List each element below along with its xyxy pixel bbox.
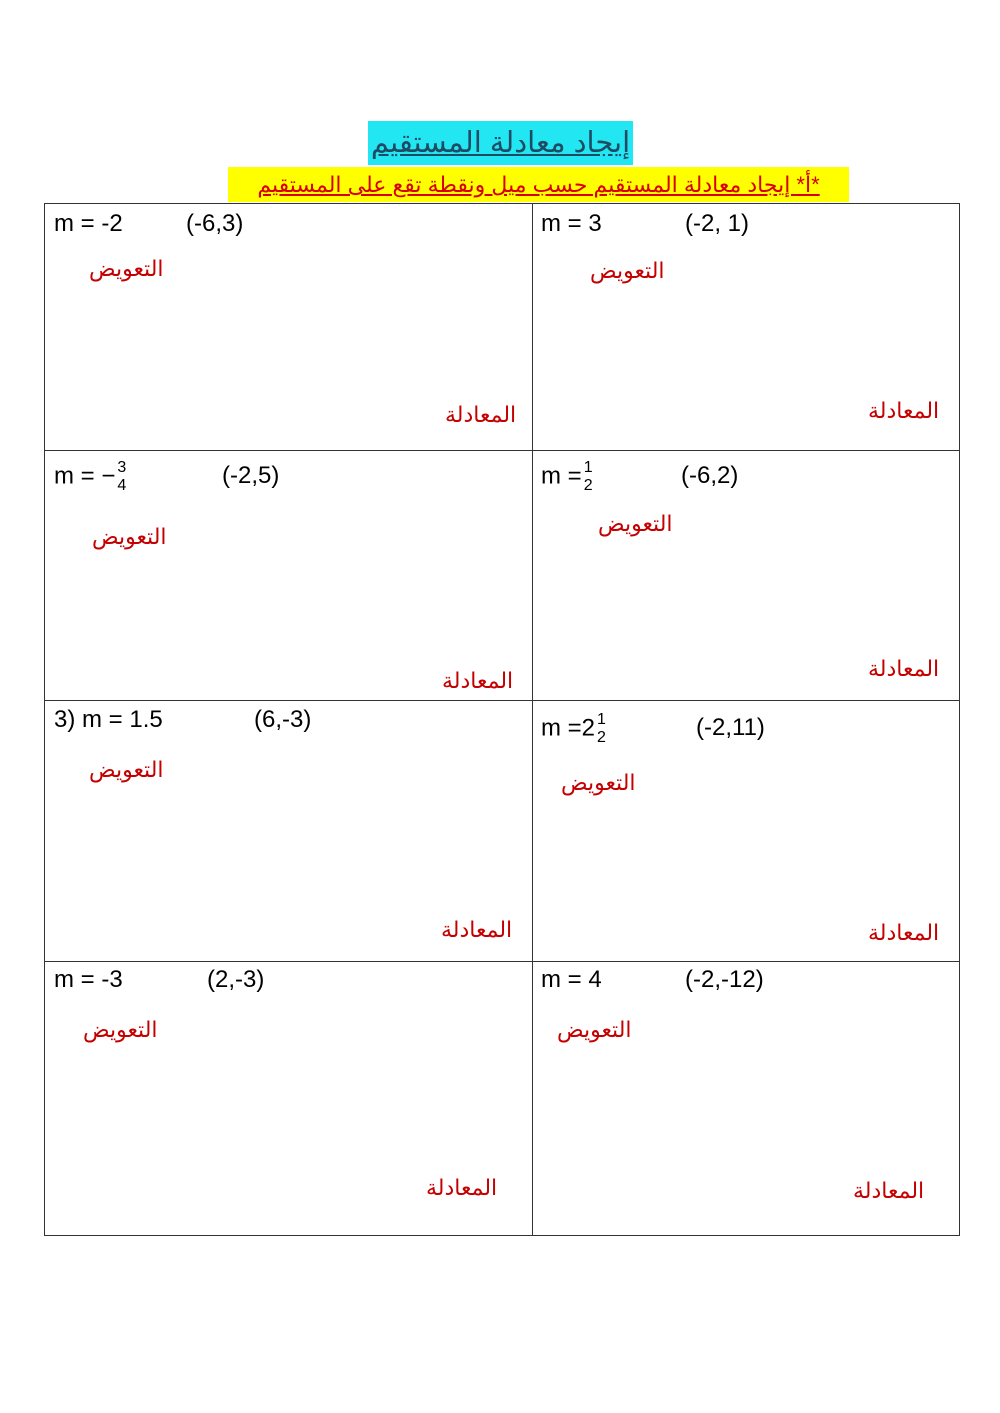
equation-label: المعادلة (441, 917, 513, 942)
equation-label: المعادلة (868, 920, 940, 945)
point-text: (-6,3) (186, 210, 244, 237)
equation-label: المعادلة (442, 668, 514, 693)
problem-cell (533, 204, 960, 451)
equation-label: المعادلة (868, 398, 940, 423)
equation-label: المعادلة (868, 656, 940, 681)
substitution-label: التعويض (557, 1017, 632, 1042)
problem-cell (45, 204, 533, 451)
point-text: (-2,-12) (685, 966, 764, 993)
slope-text (541, 459, 593, 495)
problem-grid (44, 203, 960, 1236)
slope-text: m = 3 (541, 210, 602, 237)
equation-label: المعادلة (445, 402, 517, 427)
substitution-label: التعويض (89, 256, 164, 281)
problem-cell (45, 701, 533, 962)
equation-label: المعادلة (426, 1175, 498, 1200)
substitution-label: التعويض (590, 258, 665, 283)
fraction-denominator: 4 (117, 477, 127, 494)
slope-text (541, 711, 606, 747)
slope-text: 3) m = 1.5 (54, 706, 163, 733)
fraction-denominator: 2 (583, 477, 593, 494)
problem-cell (45, 962, 533, 1236)
slope-prefix: m = (541, 462, 582, 490)
point-text: (-2, 1) (685, 210, 750, 237)
substitution-label: التعويض (92, 524, 167, 549)
fraction-denominator: 2 (597, 729, 606, 746)
fraction-numerator: 1 (597, 711, 606, 728)
point-text: (6,-3) (254, 706, 312, 733)
equation-label: المعادلة (853, 1178, 925, 1203)
fraction-numerator: 3 (117, 459, 127, 476)
problem-cell (533, 451, 960, 701)
slope-text: m = 4 (541, 966, 602, 993)
problem-cell (45, 451, 533, 701)
slope-text: m = -3 (54, 966, 123, 993)
page-title: إيجاد معادلة المستقيم (368, 121, 633, 165)
slope-fraction (597, 711, 606, 747)
point-text: (-2,5) (222, 462, 280, 489)
slope-fraction (584, 459, 593, 495)
slope-text: m = -2 (54, 210, 123, 237)
slope-prefix: m = − (54, 462, 116, 490)
point-text: (-6,2) (681, 462, 739, 489)
substitution-label: التعويض (83, 1017, 158, 1042)
slope-prefix: m =2 (541, 714, 596, 742)
point-text: (-2,11) (696, 714, 765, 741)
substitution-label: التعويض (89, 757, 164, 782)
point-text: (2,-3) (207, 966, 265, 993)
problem-cell (533, 701, 960, 962)
fraction-numerator: 1 (583, 459, 593, 476)
problem-cell (533, 962, 960, 1236)
page-subtitle: *أ* إيجاد معادلة المستقيم حسب ميل ونقطة تقع على المستقيم (228, 167, 849, 202)
slope-fraction (117, 459, 126, 495)
substitution-label: التعويض (561, 770, 636, 795)
substitution-label: التعويض (598, 511, 673, 536)
slope-text (54, 459, 126, 495)
